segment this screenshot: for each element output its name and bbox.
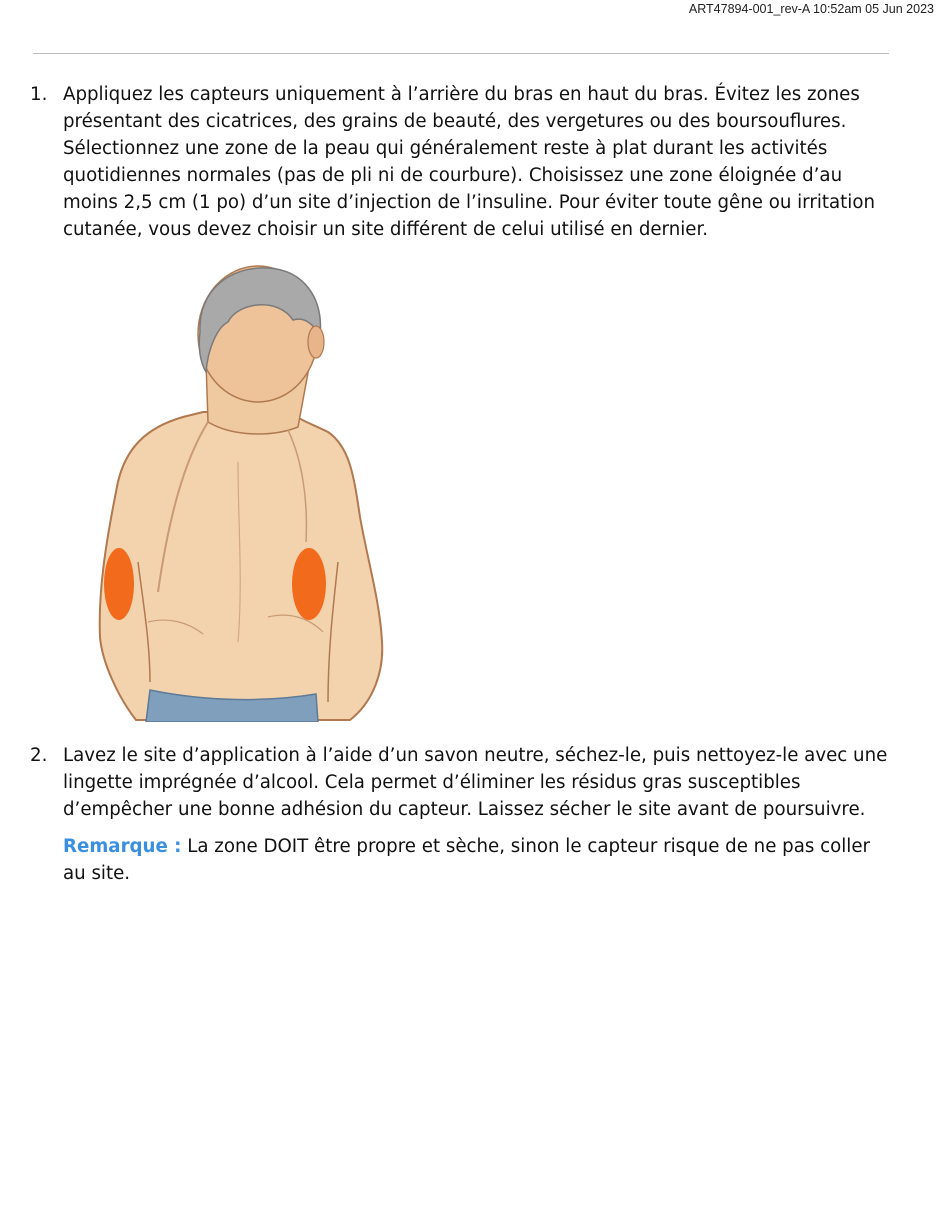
document-reference: ART47894-001_rev-A 10:52am 05 Jun 2023	[688, 2, 934, 16]
ear-shape	[308, 326, 324, 358]
step-number: 1.	[30, 84, 48, 105]
note	[63, 833, 890, 887]
note-label: Remarque :	[63, 836, 182, 857]
back-arm-illustration	[88, 262, 388, 722]
step-2	[30, 742, 890, 887]
step-text: Lavez le site d’application à l’aide d’un savon neutre, séchez-le, puis nettoyez-le avec une lingette imprégnée d’alcool. Cela permet d’éliminer les résidus gras susceptibles d’empêcher une bonne adhésion du capteur. Laissez sécher le site avant de poursuivre.	[63, 745, 888, 820]
note-text: La zone DOIT être propre et sèche, sinon le capteur risque de ne pas coller au site.	[63, 836, 871, 884]
step-text: Appliquez les capteurs uniquement à l’arrière du bras en haut du bras. Évitez les zones présentant des cicatrices, des grains de beauté, des vergetures ou des boursouflures. Sélectionnez une zone de la peau qui généralement reste à plat durant les activités quotidiennes normales (pas de pli ni de courbure). Choisissez une zone éloignée d’au moins 2,5 cm (1 po) d’un site d’injection de l’insuline. Pour éviter toute gêne ou irritation cutanée, vous devez choisir un site différent de celui utilisé en dernier.	[63, 84, 875, 240]
step-1	[30, 81, 890, 243]
header-divider	[33, 53, 889, 54]
step-number: 2.	[30, 745, 48, 766]
torso-shape	[100, 412, 383, 720]
site-marker-right	[292, 548, 326, 620]
site-marker-left	[104, 548, 134, 620]
